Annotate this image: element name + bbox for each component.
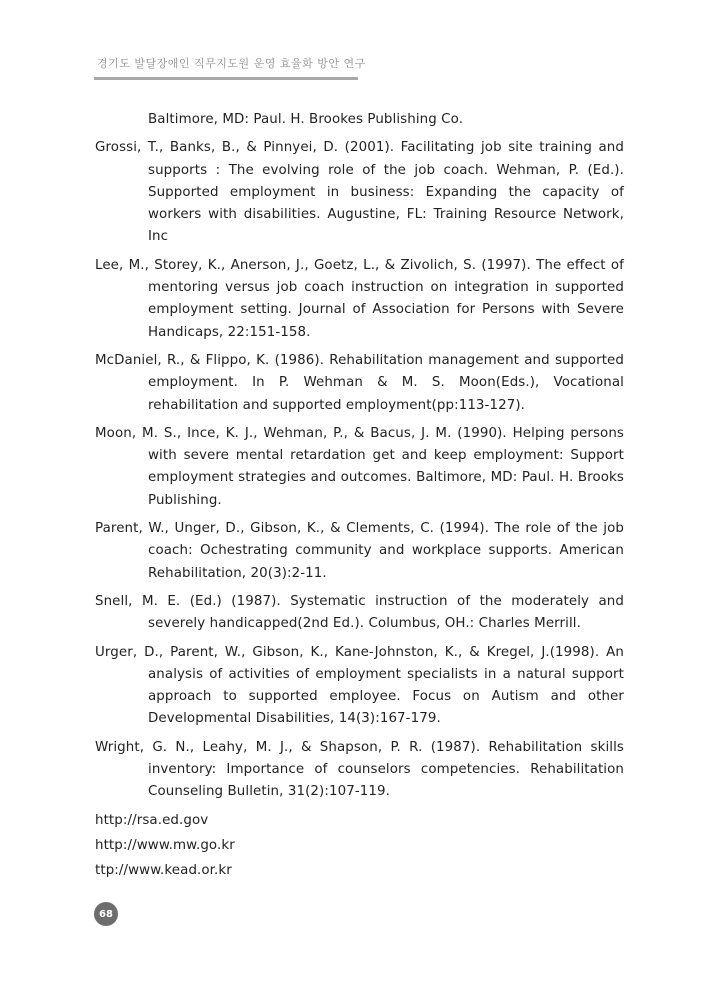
url-rsa[interactable]: http://rsa.ed.gov (95, 812, 209, 828)
url-kead[interactable]: ttp://www.kead.or.kr (95, 863, 232, 879)
reference-entry-wright: Wright, G. N., Leahy, M. J., & Shapson, P. R. (1987). Rehabilitation skills inventory: Importance of counselors competencies. Rehabilitation Counseling Bulletin, 31(2):107-119. (95, 739, 624, 800)
reference-entry-grossi: Grossi, T., Banks, B., & Pinnyei, D. (2001). Facilitating job site training and supports : The evolving role of the job coach. Wehman, P. (Ed.). Supported employment in business: Expanding the capacity of workers with disabilities. Augustine, FL: Training Resource Network, Inc (95, 140, 624, 245)
reference-entry-mcdaniel: McDaniel, R., & Flippo, K. (1986). Rehabilitation management and supported employment. In P. Wehman & M. S. Moon(Eds.), Vocational rehabilitation and supported employment(pp:113-127). (95, 352, 624, 413)
url-mw[interactable]: http://www.mw.go.kr (95, 837, 235, 853)
reference-entry-snell: Snell, M. E. (Ed.) (1987). Systematic instruction of the moderately and severely handicapped(2nd Ed.). Columbus, OH.: Charles Merrill. (95, 593, 624, 632)
reference-entry-urger: Urger, D., Parent, W., Gibson, K., Kane-Johnston, K., & Kregel, J.(1998). An analysis of activities of employment specialists in a natural support approach to supported employee. Focus on Autism and other Developmental Disabilities, 14(3):167-179. (95, 644, 624, 727)
running-header-title: 경기도 발달장애인 직무지도원 운영 효율화 방안 연구 (97, 57, 366, 70)
reference-list (95, 109, 624, 886)
reference-entry-parent: Parent, W., Unger, D., Gibson, K., & Clements, C. (1994). The role of the job coach: Ochestrating community and workplace supports. American Rehabilitation, 20(3):2-11. (95, 521, 624, 581)
reference-entry-continuation: Baltimore, MD: Paul. H. Brookes Publishing Co. (148, 112, 464, 127)
page-number-badge (94, 902, 118, 926)
page-number: 68 (99, 908, 113, 920)
reference-entry-moon: Moon, M. S., Ince, K. J., Wehman, P., & Bacus, J. M. (1990). Helping persons with severe mental retardation get and keep employment: Support employment strategies and outcomes. Baltimore, MD: Paul. H. Brooks Publishing. (95, 425, 624, 508)
header-rule (94, 77, 358, 80)
reference-entry-lee: Lee, M., Storey, K., Anerson, J., Goetz, L., & Zivolich, S. (1997). The effect of mentoring versus job coach instruction on integration in supported employment setting. Journal of Association for Persons with Severe Handicaps, 22:151-158. (95, 257, 624, 340)
